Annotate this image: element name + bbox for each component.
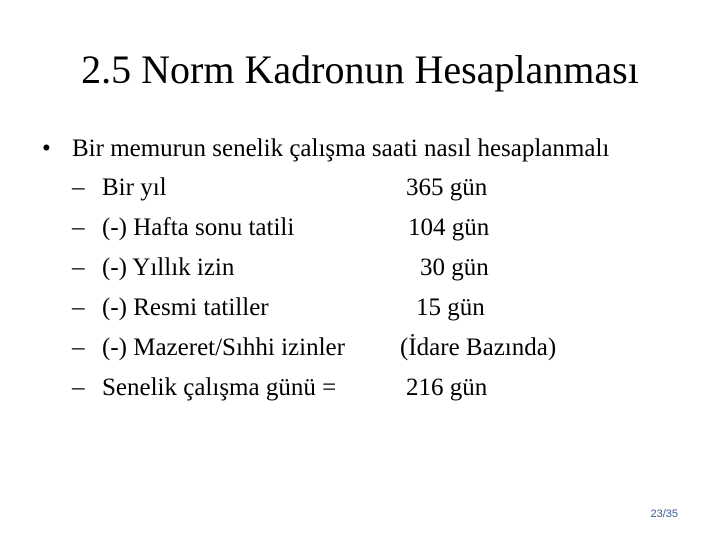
sub-item-label: Bir yıl <box>102 174 167 201</box>
sub-item-label: Senelik çalışma günü = <box>102 374 337 401</box>
slide-title: 2.5 Norm Kadronun Hesaplanması <box>81 47 639 92</box>
sub-item-value: 216 gün <box>406 374 488 401</box>
sub-item-value: (İdare Bazında) <box>400 334 557 361</box>
sub-item-value: 104 gün <box>408 214 490 241</box>
dash-marker: – <box>72 254 85 281</box>
dash-marker: – <box>72 214 85 241</box>
dash-marker: – <box>72 174 85 201</box>
sub-item-value: 365 gün <box>406 174 488 201</box>
dash-marker: – <box>72 334 85 361</box>
sub-item-label: (-) Resmi tatiller <box>102 294 269 321</box>
dash-marker: – <box>72 374 85 401</box>
sub-item-value: 30 gün <box>420 254 489 281</box>
sub-item-public-holidays <box>0 293 720 323</box>
sub-item-annual-leave <box>0 253 720 283</box>
bullet-text: Bir memurun senelik çalışma saati nasıl hesaplanmalı <box>72 135 610 162</box>
sub-item-value: 15 gün <box>416 294 485 321</box>
sub-item-excuse-leave <box>0 333 720 363</box>
sub-item-label: (-) Mazeret/Sıhhi izinler <box>102 334 345 361</box>
sub-item-year <box>0 173 720 203</box>
bullet-marker: • <box>42 135 51 162</box>
page-number: 23/35 <box>650 508 678 520</box>
dash-marker: – <box>72 294 85 321</box>
sub-item-annual-workdays <box>0 373 720 403</box>
sub-item-label: (-) Yıllık izin <box>102 254 235 281</box>
sub-item-label: (-) Hafta sonu tatili <box>102 214 295 241</box>
sub-item-weekend <box>0 213 720 243</box>
